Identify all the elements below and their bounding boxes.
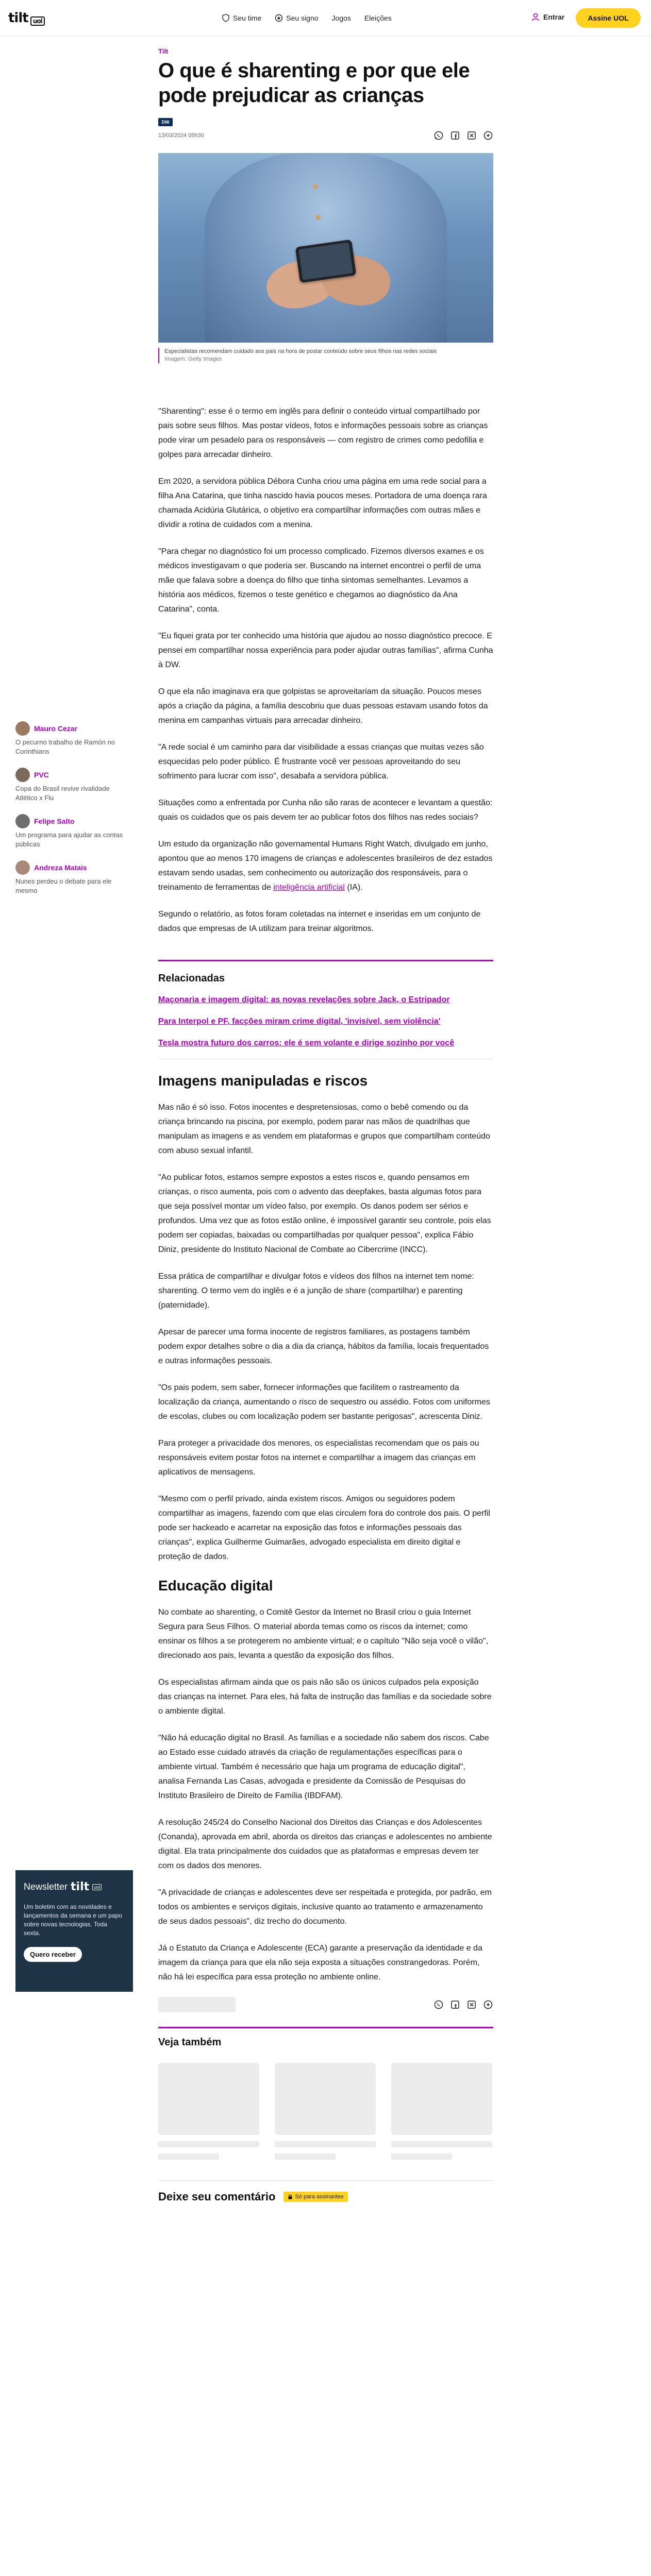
tilt-logo[interactable] (8, 10, 45, 26)
paragraph: Segundo o relatório, as fotos foram coletadas na internet e inseridas em um conjunto de dados que empresas de IA utilizam para treinar algoritmos. (158, 910, 481, 933)
photo-credit: Imagem: Getty Images (164, 356, 222, 362)
paragraph-text: Um estudo da organização não governamental Humans Right Watch, divulgado em junho, apontou que ao menos 170 imagens de crianças e adolescentes brasileiros de dez estados estavam sendo usadas, sem conhecimento ou autorização dos responsáveis, para o treinamento de ferramentas de (158, 840, 493, 892)
placeholder-pill (158, 1997, 236, 2012)
newsletter-title (24, 1880, 125, 1893)
paragraph: O que ela não imaginava era que golpistas se aproveitariam da situação. Poucos meses após a criação da página, a família descobriu que duas pessoas estavam usando fotos da menina em campanhas virtuais para arrecadar dinheiro. (158, 687, 488, 725)
whatsapp-icon[interactable] (433, 130, 444, 141)
see-also-cards (158, 2063, 493, 2160)
related-links (158, 960, 493, 1059)
paragraph: A resolução 245/24 do Conselho Nacional dos Direitos das Crianças e dos Adolescentes (Conanda), aprovada em abril, aborda os direitos das crianças e adolescentes no ambiente digital. Ela trata principalmente dos cuidados que as plataformas e empresas devem ter com os dados dos menores. (158, 1818, 492, 1870)
newsletter-description: Um boletim com as novidades e lançamentos da semana e um papo sobre novas tecnologias. Toda sexta. (24, 1903, 122, 1937)
x-twitter-icon[interactable] (466, 130, 477, 141)
bottom-share-bar (158, 1997, 493, 2012)
paragraph: "Mesmo com o perfil privado, ainda existem riscos. Amigos ou seguidores podem compartilhar as imagens, fazendo com que elas circulem fora do controle dos pais. O perfil pode ser hackeado e acarretar na exposição das fotos e informações pessoais das crianças", explica Guilherme Guimarães, advogado especialista em direito digital e proteção de dados. (158, 1495, 490, 1561)
paragraph: "Não há educação digital no Brasil. As famílias e a sociedade não sabem dos riscos. Cabe ao Estado esse cuidado através da criação de regulamentações específicas para o ambiente virtual. Também é necessário que haja um programa de educação digital", analisa Fernanda Las Casas, advogada e presidente da Comissão de Pesquisas do Instituto Brasileiro de Direito de Família (IBDFAM). (158, 1734, 489, 1800)
paragraph: "Ao publicar fotos, estamos sempre expostos a estes riscos e, quando pensamos em crianças, o risco aumenta, pois com o advento das deepfakes, basta algumas fotos para que seja possível montar um vídeo falso, por exemplo. Os danos podem ser sérios e profundos. Uma vez que as fotos estão online, é impossível garantir seu controle, pois elas podem ser copiadas, baixadas ou compartilhadas por qualquer pessoa", explica Fábio Diniz, presidente do Instituto Nacional de Combate ao Cibercrime (INCC). (158, 1173, 491, 1254)
login-link[interactable] (531, 12, 564, 22)
newsletter-brand-sub: uol (92, 1884, 102, 1890)
card-placeholder[interactable] (158, 2063, 259, 2160)
article (158, 47, 493, 2204)
paragraph: Mas não é só isso. Fotos inocentes e despretensiosas, como o bebê comendo ou da criança brincando na piscina, por exemplo, podem parar nas mãos de quadrilhas que manipulam as imagens e as vendem em plataformas e grupos que compartilham conteúdo com abuso sexual infantil. (158, 1103, 490, 1155)
related-link[interactable]: Para Interpol e PF, facções miram crime digital, 'invisível, sem violência' (158, 1017, 441, 1026)
columnist-name: Andreza Matais (34, 863, 87, 872)
article-kicker[interactable]: Tilt (158, 47, 169, 55)
comments-title: Deixe seu comentário (158, 2190, 276, 2203)
photo-caption (158, 348, 493, 363)
avatar (15, 721, 30, 736)
related-title: Relacionadas (158, 973, 225, 984)
paragraph: Essa prática de compartilhar e divulgar fotos e vídeos dos filhos na internet tem nome: sharenting. O termo vem do inglês e é a junção de share (compartilhar) e parenting (paternidade). (158, 1272, 474, 1310)
newsletter-label: Newsletter (24, 1882, 68, 1892)
site-header (0, 0, 651, 36)
newsletter-brand: tilt (71, 1880, 90, 1893)
avatar (15, 814, 30, 828)
columnist-name: Felipe Salto (34, 817, 75, 825)
share-bar (433, 130, 493, 141)
article-body (158, 404, 493, 1985)
sidebar-item[interactable] (15, 768, 124, 803)
source-logo: DW (158, 118, 173, 126)
paragraph: Já o Estatuto da Criança e Adolescente (ECA) garante a preservação da identidade e da imagem da criança para que ela não seja exposta a situações constrangedoras. Porém, não há lei específica para essa proteção no ambiente online. (158, 1944, 482, 1981)
columnist-headline: Copa do Brasil revive rivalidade Atlético x Flu (15, 785, 110, 802)
columnist-headline: Um programa para ajudar as contas públicas (15, 831, 123, 848)
paragraph: "Os pais podem, sem saber, fornecer informações que facilitem o rastreamento da localização da criança, aumentando o risco de sequestro ou assédio. Fotos com uniformes de escolas, clubes ou com localização podem ser bastante perigosas", acrescenta Diniz. (158, 1383, 490, 1421)
article-photo (158, 153, 493, 343)
logo-uol-badge: uol (30, 16, 45, 26)
comments-section (158, 2180, 493, 2204)
columnist-headline: O pecurno trabalho de Ramón no Corinthians (15, 738, 115, 755)
nav-label: Seu signo (286, 14, 319, 22)
nav-label: Eleições (364, 14, 392, 22)
paragraph-study (158, 837, 493, 895)
x-twitter-icon[interactable] (466, 1999, 477, 2010)
paragraph: "Eu fiquei grata por ter conhecido uma história que ajudou ao nosso diagnóstico precoce. E pensei em compartilhar nossa experiência para poder ajudar outras famílias", afirma Cunha à DW. (158, 632, 493, 669)
see-also-title: Veja também (158, 2037, 222, 2048)
sidebar-columnists (15, 721, 124, 907)
ai-link[interactable]: inteligência artificial (273, 883, 345, 892)
section-heading: Imagens manipuladas e riscos (158, 1073, 368, 1089)
caption-text: Especialistas recomendam cuidado aos pais na hora de postar conteúdo sobre seus filhos nas redes sociais (164, 348, 437, 354)
paragraph: "A privacidade de crianças e adolescentes deve ser respeitada e protegida, por padrão, em todos os ambientes e serviços digitais, inclusive quanto ao tratamento e armazenamento de seus dados pessoais", diz trecho do documento. (158, 1888, 492, 1926)
star-icon (275, 14, 283, 22)
logo-text: tilt (8, 10, 28, 26)
paragraph: "Para chegar no diagnóstico foi um processo complicado. Fizemos diversos exames e os médicos investigavam o que poderia ser. Buscando na internet encontrei o perfil de uma mãe que falava sobre a doença do filho que tinha sintomas semelhantes. Levamos a história aos médicos, fizemos o teste genético e chegamos ao diagnóstico da Ana Catarina", conta. (158, 547, 484, 614)
share-bar-bottom (433, 1999, 493, 2010)
see-also (158, 2027, 493, 2160)
columnist-headline: Nunes perdeu o debate para ele mesmo (15, 877, 112, 894)
paragraph: No combate ao sharenting, o Comitê Gestor da Internet no Brasil criou o guia Internet Segura para Seus Filhos. O material aborda temas como os riscos da internet; como ensinar os filhos a se protegerem no ambiente virtual; e o capítulo "Não seja você o vilão", direcionado aos pais, levanta a questão da exposição dos filhos. (158, 1608, 489, 1660)
paragraph: Situações como a enfrentada por Cunha não são raras de acontecer e levantam a questão: quais os cuidados que os pais devem ter ao publicar fotos dos filhos nas redes sociais? (158, 799, 493, 822)
publish-date: 13/03/2024 05h30 (158, 132, 204, 139)
columnist-name: Mauro Cezar (34, 724, 78, 733)
nav-item-seu-time[interactable] (222, 14, 261, 22)
paragraph: "Sharenting": esse é o termo em inglês para definir o conteúdo virtual compartilhado por pais sobre seus filhos. Mas postar vídeos, fotos e informações pessoais sobre as crianças pode virar um pesadelo para os responsáveis — com registro de crimes como pedofilia e golpes para arrecadar dinheiro. (158, 407, 488, 459)
byline (158, 118, 493, 126)
link-icon[interactable] (483, 130, 493, 141)
nav-label: Seu time (233, 14, 262, 22)
newsletter-subscribe-button[interactable]: Quero receber (24, 1947, 82, 1962)
related-link[interactable]: Maçonaria e imagem digital: as novas revelações sobre Jack, o Estripador (158, 995, 450, 1004)
paragraph: Apesar de parecer uma forma inocente de registros familiares, as postagens também podem expor detalhes sobre o dia a dia da criança, hábitos da família, locais frequentados e outras informações pessoais. (158, 1328, 489, 1365)
card-placeholder[interactable] (275, 2063, 376, 2160)
nav-item-jogos[interactable] (332, 14, 351, 22)
columnist-name: PVC (34, 771, 49, 779)
article-title: O que é sharenting e por que ele pode prejudicar as crianças (158, 59, 470, 107)
login-label: Entrar (543, 13, 565, 21)
facebook-icon[interactable] (450, 1999, 460, 2010)
paragraph: Em 2020, a servidora pública Débora Cunha criou uma página em uma rede social para a filha Ana Catarina, que tinha nascido havia poucos meses. Portadora de uma doença rara chamada Acidúria Glutárica, o objetivo era compartilhar informações com outras mães e dividir a rotina de cuidados com a menina. (158, 477, 487, 529)
card-placeholder[interactable] (391, 2063, 492, 2160)
paragraph-text: (IA). (344, 883, 363, 892)
nav-item-seu-signo[interactable] (275, 14, 318, 22)
badge-label: Só para assinantes (295, 2194, 344, 2200)
user-icon (531, 12, 540, 22)
date-share-row (158, 130, 493, 141)
avatar (15, 860, 30, 875)
nav-item-eleicoes[interactable] (364, 14, 392, 22)
newsletter-box (15, 1870, 133, 1992)
sidebar-item[interactable] (15, 860, 124, 895)
avatar (15, 768, 30, 782)
sidebar-item[interactable] (15, 814, 124, 849)
related-link[interactable]: Tesla mostra futuro dos carros: ele é sem volante e dirige sozinho por você (158, 1039, 455, 1047)
shield-icon (222, 14, 230, 22)
section-heading: Educação digital (158, 1578, 273, 1594)
link-icon[interactable] (483, 1999, 493, 2010)
subscribers-only-badge (283, 2192, 347, 2202)
whatsapp-icon[interactable] (433, 1999, 444, 2010)
nav-label: Jogos (331, 14, 351, 22)
main-nav (222, 0, 392, 36)
paragraph: Para proteger a privacidade dos menores, os especialistas recomendam que os pais ou responsáveis evitem postar fotos na internet e compartilhar a imagem das crianças em aplicativos de mensagens. (158, 1439, 479, 1477)
subscribe-button[interactable]: Assine UOL (576, 8, 641, 28)
paragraph: Os especialistas afirmam ainda que os pais não são os únicos culpados pela exposição das crianças na internet. Para eles, há falta de instrução das famílias e da sociedade sobre o ambiente digital. (158, 1678, 492, 1716)
paragraph: "A rede social é um caminho para dar visibilidade a essas crianças que muitas vezes são esquecidas pelo poder público. É frustrante você ver pessoas aproveitando do seu sofrimento para lucrar com isso", desabafa a servidora pública. (158, 743, 484, 781)
sidebar-item[interactable] (15, 721, 124, 756)
facebook-icon[interactable] (450, 130, 460, 141)
lock-icon (288, 2194, 293, 2199)
